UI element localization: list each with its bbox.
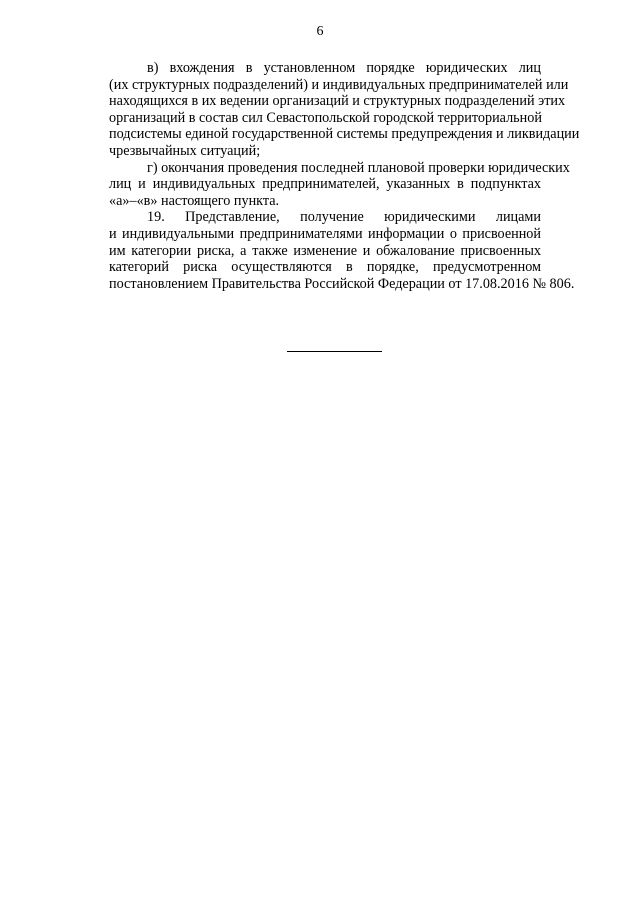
paragraph — [109, 159, 570, 210]
text-line: 19. Представление, получение юридическими лицами — [147, 209, 541, 226]
text-line: и индивидуальными предпринимателями информации о присвоенной — [109, 225, 541, 242]
text-line: постановлением Правительства Российской Федерации от 17.08.2016 № 806. — [109, 275, 575, 292]
text-line: «а»–«в» настоящего пункта. — [109, 192, 280, 209]
text-line: лиц и индивидуальных предпринимателей, указанных в подпунктах — [109, 176, 541, 193]
end-divider-line — [287, 351, 382, 352]
text-line: организаций в состав сил Севастопольской городской территориальной — [109, 109, 542, 126]
text-line: в) вхождения в установленном порядке юридических лиц — [147, 60, 541, 76]
paragraph — [109, 209, 575, 292]
text-line: категорий риска осуществляются в порядке, предусмотренном — [109, 259, 541, 276]
text-line: находящихся в их ведении организаций и структурных подразделений этих — [109, 93, 566, 110]
text-line: г) окончания проведения последней плановой проверки юридических — [147, 159, 570, 176]
text-line: им категории риска, а также изменение и обжалование присвоенных — [109, 242, 541, 259]
text-line: подсистемы единой государственной системы предупреждения и ликвидации — [109, 126, 580, 143]
page-number: 6 — [316, 24, 324, 39]
text-line: чрезвычайных ситуаций; — [109, 142, 261, 159]
paragraph — [109, 60, 580, 160]
document-body — [109, 60, 580, 292]
text-line: (их структурных подразделений) и индивидуальных предпринимателей или — [109, 76, 569, 93]
